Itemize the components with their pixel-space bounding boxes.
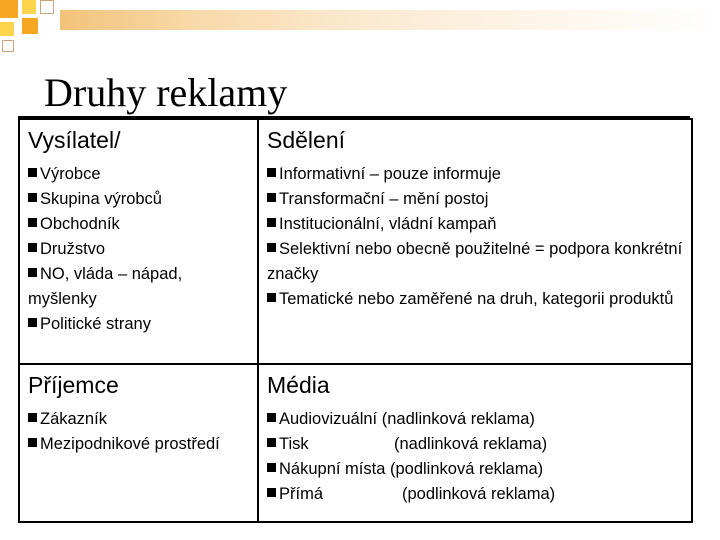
media-name: Tisk [279,435,309,453]
list-item: Obchodník [28,212,249,237]
square-bullet-icon [28,193,37,202]
message-heading: Sdělení [267,127,346,153]
list-item: Skupina výrobců [28,187,249,212]
media-cell [258,364,692,522]
media-type: (nadlinková reklama) [394,435,548,453]
message-cell [258,119,692,364]
list-item [267,482,683,507]
list-item: Politické strany [28,312,249,337]
ad-types-table [18,118,693,523]
square-bullet-icon [28,218,37,227]
square-bullet-icon [267,218,276,227]
orange-square-icon [22,18,38,34]
square-bullet-icon [267,463,276,472]
list-item [267,457,683,482]
square-bullet-icon [28,413,37,422]
media-type: (podlinková reklama) [402,485,556,503]
sender-heading: Vysílatel/ [28,127,121,153]
media-name: Přímá [279,485,324,503]
square-bullet-icon [28,438,37,447]
media-heading: Média [267,372,330,398]
header-gradient-bar [60,10,720,30]
receiver-cell [19,364,258,522]
media-type: (podlinková reklama) [389,460,544,478]
square-bullet-icon [267,243,276,252]
list-item: Institucionální, vládní kampaň [267,212,683,237]
outline-square-icon [40,0,54,14]
square-bullet-icon [267,168,276,177]
list-item: Družstvo [28,237,249,262]
table-row [19,119,692,364]
media-name: Audiovizuální [279,410,378,428]
slide-title: Druhy reklamy [44,70,288,115]
list-item: Mezipodnikové prostředí [28,432,249,457]
yellow-square-icon [0,22,14,36]
list-item: Tematické nebo zaměřené na druh, kategorii produktů [267,287,683,312]
square-bullet-icon [267,488,276,497]
square-bullet-icon [267,293,276,302]
sender-cell [19,119,258,364]
table-row [19,364,692,522]
list-item: Informativní – pouze informuje [267,162,683,187]
list-item: Výrobce [28,162,249,187]
yellow-square-icon [22,0,36,14]
list-item: NO, vláda – nápad, myšlenky [28,265,183,308]
list-item [267,407,683,432]
media-type: (nadlinková reklama) [381,410,535,428]
list-item [267,432,683,457]
list-item: Transformační – mění postoj [267,187,683,212]
receiver-heading: Příjemce [28,372,119,398]
square-bullet-icon [267,438,276,447]
square-bullet-icon [267,193,276,202]
outline-square-icon [2,40,14,52]
square-bullet-icon [28,268,37,277]
orange-square-icon [0,0,18,18]
list-item: Zákazník [28,407,249,432]
square-bullet-icon [267,413,276,422]
square-bullet-icon [28,318,37,327]
square-bullet-icon [28,168,37,177]
list-item: Selektivní nebo obecně použitelné = podpora konkrétní značky [267,240,683,283]
square-bullet-icon [28,243,37,252]
media-name: Nákupní místa [279,460,386,478]
